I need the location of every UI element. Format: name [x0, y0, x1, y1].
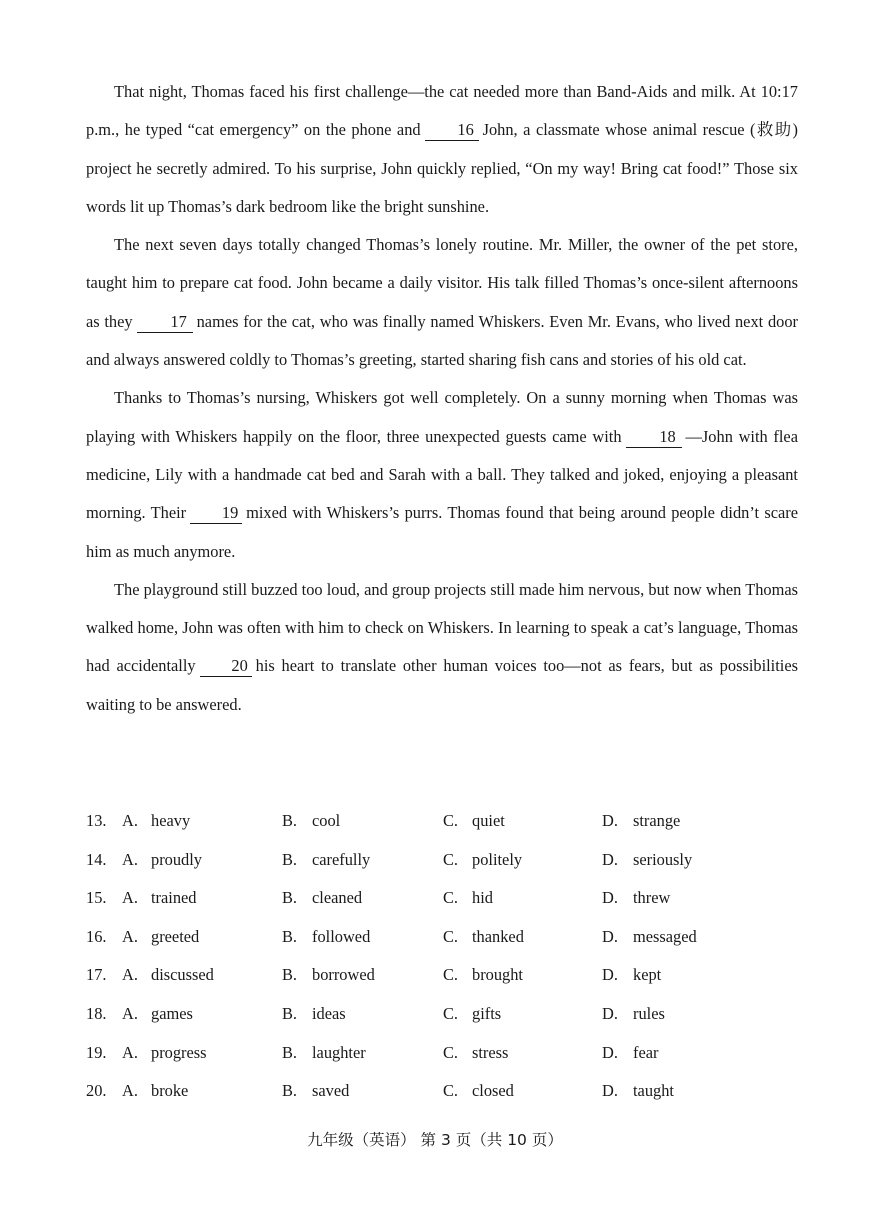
blank-20[interactable]: 20 [200, 657, 252, 677]
option-a[interactable]: heavy [151, 811, 191, 830]
option-letter-c: C. [443, 888, 459, 908]
question-row [86, 1035, 806, 1074]
option-b[interactable]: cool [312, 811, 341, 830]
option-letter-d: D. [602, 1042, 618, 1062]
option-letter-b: B. [282, 1042, 298, 1062]
option-d[interactable]: fear [633, 1042, 659, 1062]
option-letter-c: C. [443, 965, 459, 985]
option-letter-a: A. [122, 926, 138, 946]
option-d[interactable]: rules [633, 1003, 665, 1023]
question-row [86, 880, 806, 919]
option-letter-c: C. [443, 1042, 459, 1062]
option-a[interactable]: trained [151, 888, 197, 908]
option-b[interactable]: saved [312, 1081, 350, 1101]
question-number: 20. [86, 1081, 107, 1101]
option-letter-a: A. [122, 849, 138, 869]
option-d[interactable]: taught [633, 1081, 674, 1101]
option-d[interactable]: messaged [633, 926, 697, 946]
question-number: 13. [86, 811, 107, 830]
option-letter-a: A. [122, 1081, 138, 1101]
option-d[interactable]: kept [633, 965, 662, 985]
option-letter-c: C. [443, 1003, 459, 1023]
option-letter-d: D. [602, 1081, 618, 1101]
option-letter-d: D. [602, 849, 618, 869]
question-number: 19. [86, 1042, 107, 1062]
option-d[interactable]: seriously [633, 849, 693, 869]
option-letter-c: C. [443, 811, 459, 830]
option-letter-a: A. [122, 811, 138, 830]
option-b[interactable]: followed [312, 926, 371, 946]
option-letter-b: B. [282, 1081, 298, 1101]
option-c[interactable]: thanked [472, 926, 524, 946]
option-letter-b: B. [282, 965, 298, 985]
question-number: 15. [86, 888, 107, 908]
option-letter-a: A. [122, 888, 138, 908]
option-a[interactable]: proudly [151, 849, 202, 869]
option-b[interactable]: cleaned [312, 888, 363, 908]
question-row [86, 803, 806, 842]
option-letter-b: B. [282, 811, 298, 830]
question-number: 16. [86, 926, 107, 946]
paragraph-2: The next seven days totally changed Thomas’s lonely routine. Mr. Miller, the owner of the pet store, taught him to prepare cat food. John became a daily visitor. His talk filled Thomas’s once-silent afternoons as they 17 names for the cat, who was finally named Whiskers. Even Mr. Evans, who lived next door and always answered coldly to Thomas’s greeting, started sharing fish cans and stories of his old cat. [86, 235, 798, 370]
option-letter-b: B. [282, 888, 298, 908]
question-row [86, 919, 806, 958]
blank-18[interactable]: 18 [626, 428, 682, 448]
option-a[interactable]: games [151, 1003, 193, 1023]
option-letter-b: B. [282, 849, 298, 869]
option-letter-d: D. [602, 888, 618, 908]
option-c[interactable]: hid [472, 888, 493, 908]
option-b[interactable]: carefully [312, 849, 371, 869]
question-row [86, 842, 806, 881]
option-letter-c: C. [443, 926, 459, 946]
option-c[interactable]: gifts [472, 1003, 502, 1023]
option-letter-d: D. [602, 926, 618, 946]
question-row [86, 996, 806, 1035]
paragraph-3: Thanks to Thomas’s nursing, Whiskers got well completely. On a sunny morning when Thomas was playing with Whiskers happily on the floor, three unexpected guests came with 18 —John with flea medicine, Lily with a handmade cat bed and Sarah with a ball. They talked and joked, enjoying a pleasant morning. Their 19 mixed with Whiskers’s purrs. Thomas found that being around people didn’t scare him as much anymore. [86, 388, 798, 561]
option-letter-c: C. [443, 1081, 459, 1101]
option-c[interactable]: politely [472, 849, 523, 869]
option-b[interactable]: ideas [312, 1003, 346, 1023]
option-letter-b: B. [282, 926, 298, 946]
option-b[interactable]: laughter [312, 1042, 366, 1062]
question-number: 18. [86, 1003, 107, 1023]
option-letter-a: A. [122, 965, 138, 985]
option-letter-d: D. [602, 965, 618, 985]
option-a[interactable]: greeted [151, 926, 200, 946]
page-footer: 九年级（英语） 第 3 页（共 10 页） [307, 1131, 563, 1149]
blank-17[interactable]: 17 [137, 313, 193, 333]
option-c[interactable]: quiet [472, 811, 505, 830]
option-d[interactable]: threw [633, 888, 671, 908]
option-letter-d: D. [602, 811, 618, 830]
question-row [86, 957, 806, 996]
option-letter-a: A. [122, 1003, 138, 1023]
option-letter-c: C. [443, 849, 459, 869]
option-c[interactable]: stress [472, 1042, 509, 1062]
question-number: 17. [86, 965, 107, 985]
answer-options [86, 803, 806, 1112]
option-c[interactable]: closed [472, 1081, 514, 1101]
question-number: 14. [86, 849, 107, 869]
option-d[interactable]: strange [633, 811, 681, 830]
paragraph-1: That night, Thomas faced his first challenge—the cat needed more than Band-Aids and milk. At 10:17 p.m., he typed “cat emergency” on the phone and 16 John, a classmate whose animal rescue (救助) project he secretly admired. To his surprise, John quickly replied, “On my way! Bring cat food!” Those six words lit up Thomas’s dark bedroom like the bright sunshine. [86, 82, 798, 216]
blank-16[interactable]: 16 [425, 121, 479, 141]
option-b[interactable]: borrowed [312, 965, 375, 985]
option-c[interactable]: brought [472, 965, 523, 985]
option-a[interactable]: discussed [151, 965, 214, 985]
reading-passage [86, 73, 798, 724]
question-row [86, 1073, 806, 1112]
option-letter-a: A. [122, 1042, 138, 1062]
option-a[interactable]: broke [151, 1081, 189, 1101]
option-letter-d: D. [602, 1003, 618, 1023]
option-a[interactable]: progress [151, 1042, 207, 1062]
option-letter-b: B. [282, 1003, 298, 1023]
blank-19[interactable]: 19 [190, 504, 242, 524]
paragraph-4: The playground still buzzed too loud, and group projects still made him nervous, but now when Thomas walked home, John was often with him to check on Whiskers. In learning to speak a cat’s language, Thomas had accidentally 20 his heart to translate other human voices too—not as fears, but as possibilities waiting to be answered. [86, 579, 798, 714]
